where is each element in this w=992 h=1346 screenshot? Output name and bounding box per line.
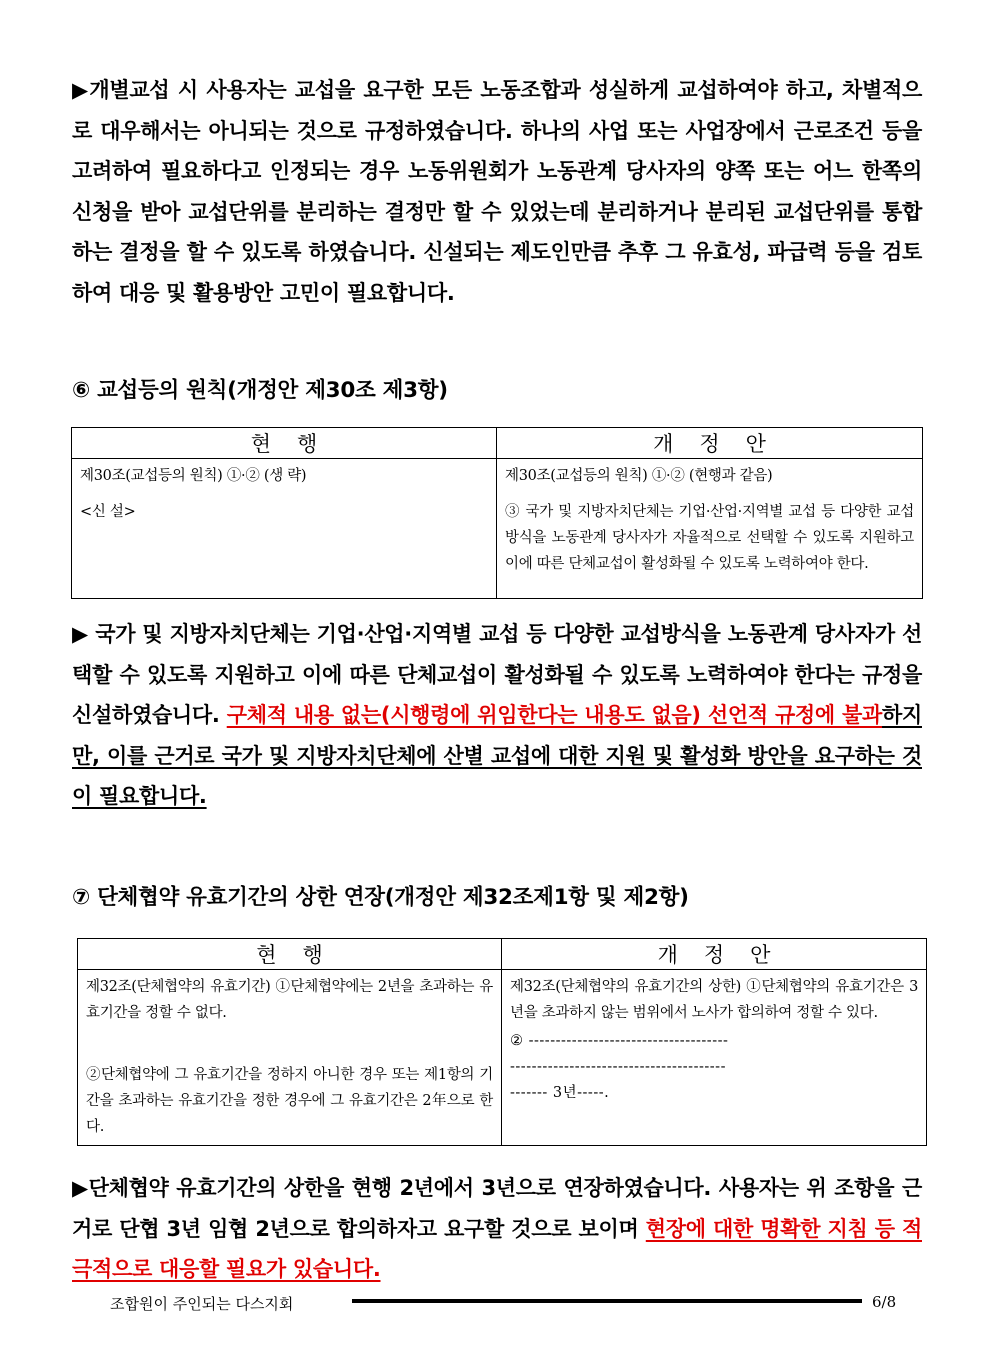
column-header-revised: 개정안 (497, 428, 923, 459)
current-law-cell (78, 970, 502, 1146)
revised-law-cell (497, 459, 923, 599)
intro-paragraph: ▶개별교섭 시 사용자는 교섭을 요구한 모든 노동조합과 성실하게 교섭하여야 하고, 차별적으로 대우해서는 아니되는 것으로 규정하였습니다. 하나의 사업 또는 사업장에서 근로조건 등을 고려하여 필요하다고 인정되는 경우 노동위원회가 노동관계 당사자의 양쪽 또는 어느 한쪽의 신청을 받아 교섭단위를 분리하는 결정만 할 수 있었는데 분리하거나 분리된 교섭단위를 통합하는 결정을 할 수 있도록 하였습니다. 신설되는 제도인만큼 추후 그 유효성, 파급력 등을 검토하여 대응 및 활용방안 고민이 필요합니다. (72, 78, 922, 305)
current-clause-2: ②단체협약에 그 유효기간을 정하지 아니한 경우 또는 제1항의 기간을 초과하는 유효기간을 정한 경우에 그 유효기간은 2年으로 한다. (86, 1067, 493, 1135)
section7-comment-highlight: 현장에 대한 명확한 지침 등 적극적으로 대응할 필요가 있습니다. (72, 1216, 922, 1281)
section6-comment (72, 614, 922, 817)
section6-comment-tail: 하지만, 이를 근거로 국가 및 지방자치단체에 산별 교섭에 대한 지원 및 활성화 방안을 요구하는 것이 필요합니다. (72, 703, 922, 808)
section7-comment (72, 1168, 922, 1290)
section6-heading: ⑥ 교섭등의 원칙(개정안 제30조 제3항) (72, 378, 448, 403)
revised-law-cell (502, 970, 927, 1146)
column-header-revised: 개정안 (502, 939, 927, 970)
table-header-row (78, 939, 927, 970)
section6-comment-plain: ▶ 국가 및 지방자치단체는 기업·산업·지역별 교섭 등 다양한 교섭방식을 노동관계 당사자가 선택할 수 있도록 지원하고 이에 따른 단체교섭이 활성화될 수 있도록 노력하여야 한다는 규정을 신설하였습니다. (72, 622, 922, 727)
column-header-current: 현행 (72, 428, 497, 459)
footer-divider (352, 1299, 862, 1303)
section6-comment-highlight: 구체적 내용 없는(시행령에 위임한다는 내용도 없음) 선언적 규정에 불과 (226, 703, 883, 727)
current-new-clause-note: <신 설> (80, 504, 136, 520)
section6-comparison-table (71, 427, 923, 599)
current-article-title: 제30조(교섭등의 원칙) ①·② (생 략) (80, 468, 307, 484)
current-clause-1: 제32조(단체협약의 유효기간) ①단체협약에는 2년을 초과하는 유효기간을 정할 수 없다. (86, 979, 493, 1021)
section7-comparison-table (77, 938, 927, 1146)
section7-comment-plain: ▶단체협약 유효기간의 상한을 현행 2년에서 3년으로 연장하였습니다. 사용자는 위 조항을 근거로 단협 3년 임협 2년으로 합의하자고 요구할 것으로 보이며 (72, 1176, 922, 1241)
table-header-row (72, 428, 923, 459)
current-law-cell (72, 459, 497, 599)
revised-clause-2-line2: ---------------------------------------- (510, 1059, 726, 1075)
table-row (72, 459, 923, 599)
revised-clause-2-line1: ② ------------------------------------- (510, 1033, 729, 1049)
column-header-current: 현행 (78, 939, 502, 970)
footer-org-name: 조합원이 주인되는 다스지회 (110, 1295, 294, 1313)
revised-clause-1: 제32조(단체협약의 유효기간의 상한) ①단체협약의 유효기간은 3년을 초과하지 않는 범위에서 노사가 합의하여 정할 수 있다. (510, 979, 918, 1021)
revised-clause-2-line3: ------- 3년-----. (510, 1085, 610, 1101)
table-row (78, 970, 927, 1146)
revised-article-title: 제30조(교섭등의 원칙) ①·② (현행과 같음) (505, 468, 773, 484)
page-number: 6/8 (872, 1293, 897, 1311)
revised-clause-3: ③ 국가 및 지방자치단체는 기업·산업·지역별 교섭 등 다양한 교섭방식을 노동관계 당사자가 자율적으로 선택할 수 있도록 지원하고 이에 따른 단체교섭이 활성화될 수 있도록 노력하여야 한다. (505, 504, 914, 572)
section7-heading: ⑦ 단체협약 유효기간의 상한 연장(개정안 제32조제1항 및 제2항) (72, 885, 689, 910)
